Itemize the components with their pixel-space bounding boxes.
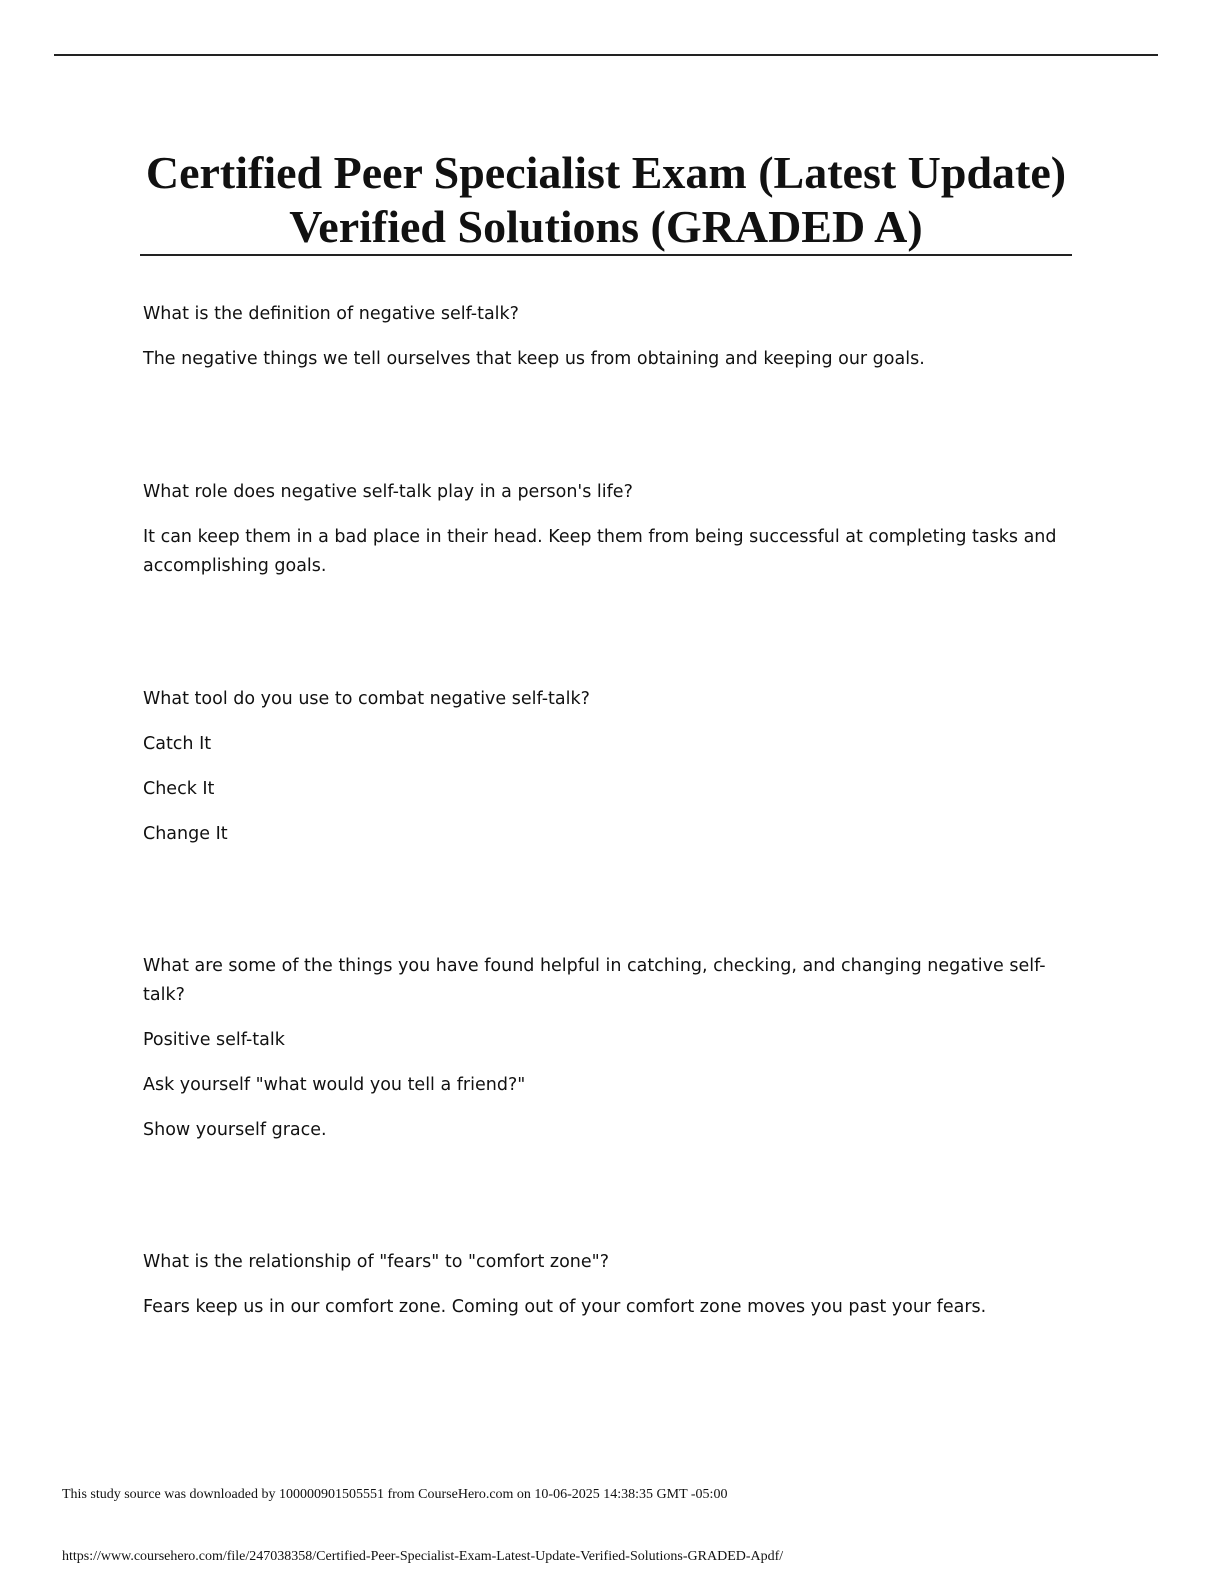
answer-text: Change It xyxy=(143,824,228,844)
qa-item xyxy=(143,952,1083,1161)
answer-text: The negative things we tell ourselves that keep us from obtaining and keeping our goals. xyxy=(143,349,925,369)
answer-text: Check It xyxy=(143,779,215,799)
qa-item xyxy=(143,478,1083,597)
footer-source-note: This study source was downloaded by 100000901505551 from CourseHero.com on 10-06-2025 14:38:35 GMT -05:00 xyxy=(62,1487,728,1502)
document-title: Certified Peer Specialist Exam (Latest Update) Verified Solutions (GRADED A) xyxy=(145,147,1067,252)
question-text: What role does negative self-talk play in a person's life? xyxy=(143,482,633,502)
title-underline xyxy=(140,254,1072,256)
answer-text: Show yourself grace. xyxy=(143,1120,327,1140)
answer-text: Fears keep us in our comfort zone. Coming out of your comfort zone moves you past your fears. xyxy=(143,1297,987,1317)
answer-text: Positive self-talk xyxy=(143,1030,285,1050)
answer-text: Catch It xyxy=(143,734,212,754)
qa-item xyxy=(143,300,1083,390)
top-divider xyxy=(54,54,1158,56)
footer-url: https://www.coursehero.com/file/247038358/Certified-Peer-Specialist-Exam-Latest-Update-Verified-Solutions-GRADED-Apdf/ xyxy=(62,1549,784,1564)
answer-text: Ask yourself "what would you tell a friend?" xyxy=(143,1075,526,1095)
qa-item xyxy=(143,1248,1083,1338)
question-text: What is the definition of negative self-talk? xyxy=(143,304,519,324)
answer-text: It can keep them in a bad place in their head. Keep them from being successful at completing tasks and accomplishing goals. xyxy=(143,527,1057,576)
question-text: What is the relationship of "fears" to "comfort zone"? xyxy=(143,1252,609,1272)
question-text: What are some of the things you have found helpful in catching, checking, and changing negative self-talk? xyxy=(143,956,1046,1005)
question-text: What tool do you use to combat negative self-talk? xyxy=(143,689,590,709)
qa-item xyxy=(143,685,1083,865)
